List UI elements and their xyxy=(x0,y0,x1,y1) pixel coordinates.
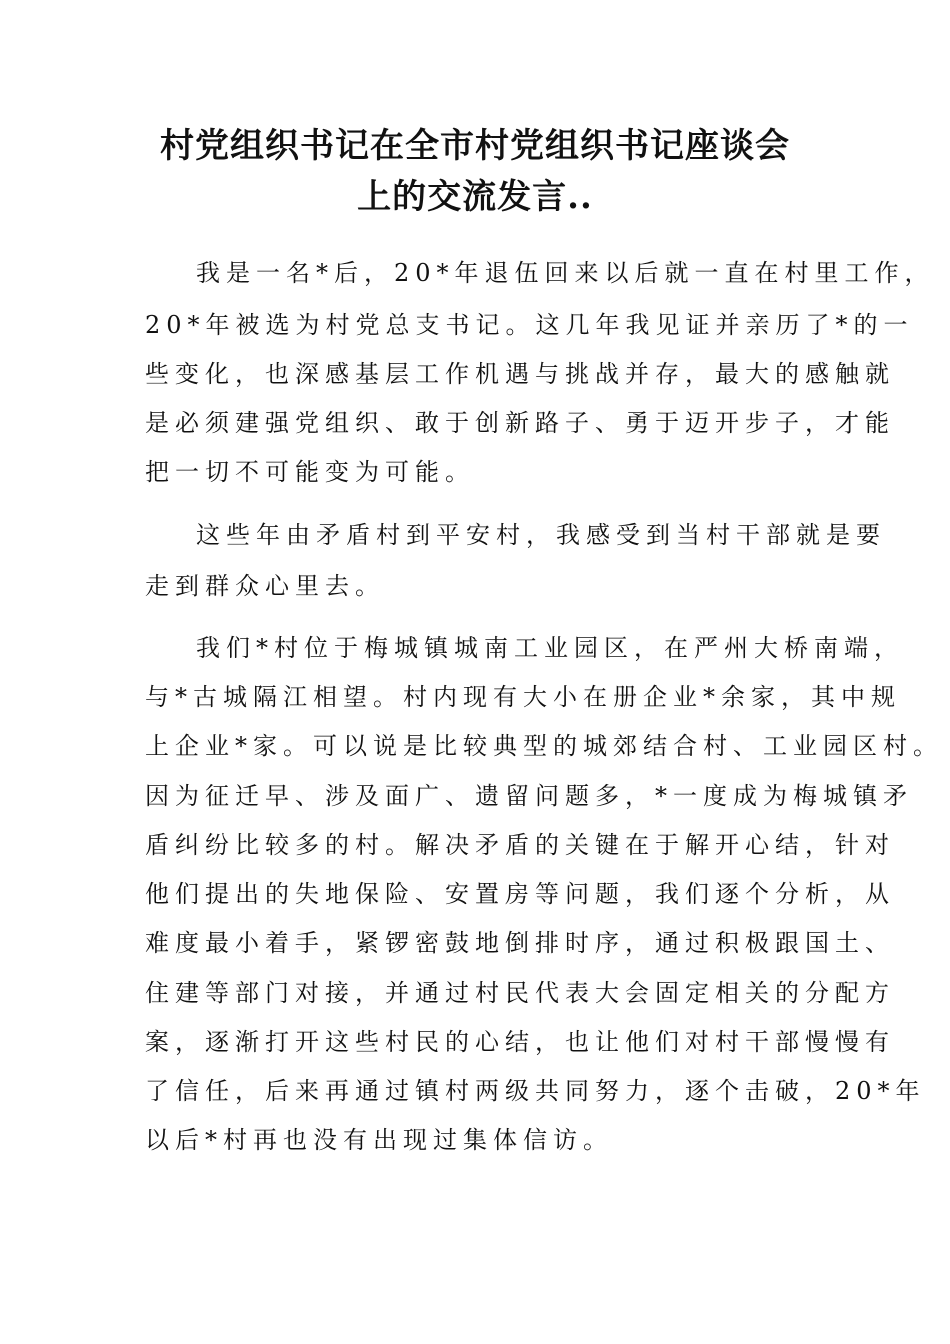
paragraph-3-line-4: 因为征迁早、涉及面广、遗留问题多，*一度成为梅城镇矛 xyxy=(145,782,913,810)
paragraph-2-line-2: 走到群众心里去。 xyxy=(145,572,385,600)
paragraph-3-line-5: 盾纠纷比较多的村。解决矛盾的关键在于解开心结，针对 xyxy=(145,831,895,859)
paragraph-3-line-3: 上企业*家。可以说是比较典型的城郊结合村、工业园区村。 xyxy=(145,732,943,760)
paragraph-1-line-1: 我是一名*后，20*年退伍回来以后就一直在村里工作， xyxy=(196,259,935,287)
paragraph-3-line-8: 住建等部门对接，并通过村民代表大会固定相关的分配方 xyxy=(145,979,895,1007)
paragraph-3-line-9: 案，逐渐打开这些村民的心结，也让他们对村干部慢慢有 xyxy=(145,1028,895,1056)
paragraph-2-line-1: 这些年由矛盾村到平安村，我感受到当村干部就是要 xyxy=(196,521,886,549)
paragraph-3-line-10: 了信任，后来再通过镇村两级共同努力，逐个击破，20*年 xyxy=(145,1077,926,1105)
paragraph-3-line-1: 我们*村位于梅城镇城南工业园区，在严州大桥南端， xyxy=(196,634,904,662)
paragraph-3-line-2: 与*古城隔江相望。村内现有大小在册企业*余家，其中规 xyxy=(145,683,901,711)
document-title-line-1: 村党组织书记在全市村党组织书记座谈会 xyxy=(160,126,790,166)
document-title-line-2: 上的交流发言.. xyxy=(357,177,593,217)
paragraph-1-line-2: 20*年被选为村党总支书记。这几年我见证并亲历了*的一 xyxy=(145,311,914,339)
paragraph-1-line-4: 是必须建强党组织、敢于创新路子、勇于迈开步子，才能 xyxy=(145,409,895,437)
paragraph-3-line-11: 以后*村再也没有出现过集体信访。 xyxy=(145,1126,613,1154)
paragraph-1-line-5: 把一切不可能变为可能。 xyxy=(145,458,475,486)
paragraph-3-line-7: 难度最小着手，紧锣密鼓地倒排时序，通过积极跟国土、 xyxy=(145,929,895,957)
paragraph-1-line-3: 些变化，也深感基层工作机遇与挑战并存，最大的感触就 xyxy=(145,360,895,388)
paragraph-3-line-6: 他们提出的失地保险、安置房等问题，我们逐个分析，从 xyxy=(145,880,895,908)
